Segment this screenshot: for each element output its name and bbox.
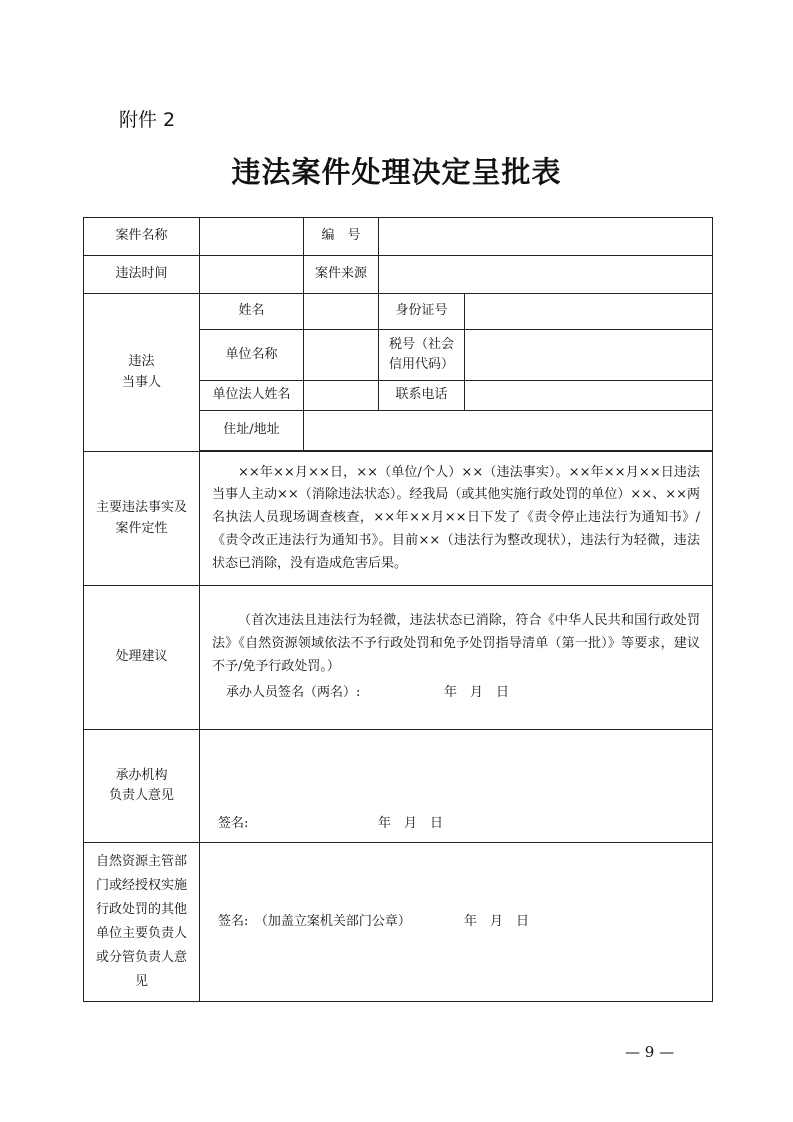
org-opinion-label-line1: 承办机构 [115, 767, 168, 783]
case-name-row [84, 218, 713, 256]
id-number-label: 身份证号 [379, 294, 465, 330]
case-name-label: 案件名称 [84, 218, 200, 256]
suggestion-text: （首次违法且违法行为轻微，违法状态已消除，符合《中华人民共和国行政处罚法》《自然资源领域依法不予行政处罚和免予处罚指导清单（第一批）》等要求，建议不予/免予行政处罚。） [212, 613, 700, 674]
attachment-label: 附件 2 [119, 109, 176, 131]
violation-time-field[interactable] [200, 256, 304, 294]
address-label: 住址/地址 [200, 411, 304, 451]
unit-name-field[interactable] [304, 330, 379, 381]
tax-code-label [379, 330, 465, 381]
facts-label-line1: 主要违法事实及 [95, 500, 187, 516]
case-number-field[interactable] [379, 218, 713, 256]
facts-row [84, 452, 713, 586]
org-opinion-date: 年 月 日 [378, 815, 444, 831]
suggestion-field[interactable] [200, 586, 713, 730]
facts-label-line2: 案件定性 [115, 520, 168, 536]
phone-field[interactable] [465, 381, 713, 411]
violation-time-label: 违法时间 [84, 256, 200, 294]
case-source-label: 案件来源 [304, 256, 379, 294]
dept-label-line-4: 单位主要负责人 [95, 926, 187, 941]
dept-label-line-6: 见 [134, 974, 148, 990]
legal-rep-label: 单位法人姓名 [200, 381, 304, 411]
facts-text: ××年××月××日，××（单位/个人）××（违法事实）。××年××月××日违法当事人主动××（消除违法状态）。经我局（或其他实施行政处罚的单位）××、××两名执法人员现场调查核查，××年××月××日下发了《责令停止违法行为通知书》/《责令改正违法行为通知书》。目前××（违法行为整改现状），违法行为轻微，违法状态已消除，没有造成危害后果。 [212, 464, 700, 571]
case-name-field[interactable] [200, 218, 304, 256]
phone-label: 联系电话 [379, 381, 465, 411]
legal-rep-field[interactable] [304, 381, 379, 411]
id-number-field[interactable] [465, 294, 713, 330]
org-opinion-field[interactable] [200, 730, 713, 843]
violation-time-row [84, 256, 713, 294]
facts-field[interactable] [200, 452, 713, 586]
document-title: 违法案件处理决定呈批表 [231, 155, 562, 189]
case-number-label: 编 号 [304, 218, 379, 256]
dept-opinion-label [84, 843, 200, 1002]
dept-opinion-field[interactable] [200, 843, 713, 1002]
party-section-label [84, 294, 200, 452]
dept-opinion-date: 年 月 日 [464, 913, 530, 929]
unit-name-label: 单位名称 [200, 330, 304, 381]
dept-label-line-3: 行政处罚的其他 [95, 901, 187, 917]
party-name-label: 姓名 [200, 294, 304, 330]
tax-code-field[interactable] [465, 330, 713, 381]
party-label-line1: 违法 [128, 354, 155, 370]
suggestion-date: 年 月 日 [444, 685, 510, 701]
address-field[interactable] [304, 411, 713, 451]
approval-form-table [83, 217, 713, 1002]
tax-code-label-line1: 税号（社会 [388, 336, 454, 352]
org-opinion-row [84, 730, 713, 843]
page-number: — 9 — [625, 1043, 675, 1061]
dept-opinion-row [84, 843, 713, 1002]
party-label-line2: 当事人 [121, 374, 161, 390]
dept-label-line-5: 或分管负责人意 [95, 950, 187, 966]
dept-opinion-sign-label: 签名: （加盖立案机关部门公章） [218, 913, 411, 929]
suggestion-label: 处理建议 [84, 586, 200, 730]
suggestion-sign-line [212, 682, 700, 705]
org-opinion-label [84, 730, 200, 843]
dept-label-line-2: 门或经授权实施 [95, 877, 187, 893]
dept-label-line-1: 自然资源主管部 [95, 853, 187, 869]
suggestion-row [84, 586, 713, 730]
facts-label [84, 452, 200, 586]
handler-sign-label: 承办人员签名（两名）: [226, 685, 361, 701]
party-name-row [84, 294, 713, 330]
org-opinion-label-line2: 负责人意见 [108, 788, 174, 803]
party-name-field[interactable] [304, 294, 379, 330]
tax-code-label-line2: 信用代码） [388, 357, 454, 372]
org-opinion-sign-label: 签名: [218, 815, 249, 831]
case-source-field[interactable] [379, 256, 713, 294]
